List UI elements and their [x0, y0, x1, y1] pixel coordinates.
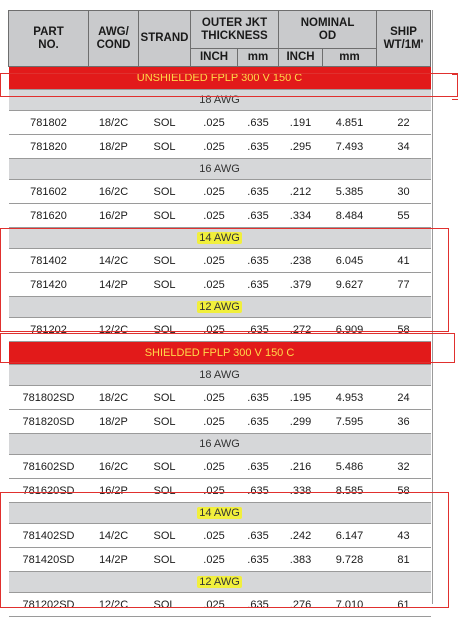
cell-awg-cond: 18/2C [89, 111, 139, 135]
table-row [9, 273, 431, 297]
cell-jkt-inch: .025 [191, 180, 238, 204]
cell-part-no: 781802SD [9, 386, 89, 410]
cell-part-no: 781802 [9, 111, 89, 135]
cell-od-inch: .238 [279, 249, 323, 273]
cell-jkt-mm: .635 [238, 273, 279, 297]
cell-strand: SOL [139, 479, 191, 503]
cell-jkt-inch: .025 [191, 548, 238, 572]
cell-od-mm: 5.486 [323, 455, 377, 479]
cell-od-mm: 5.385 [323, 180, 377, 204]
cell-strand: SOL [139, 548, 191, 572]
cell-jkt-mm: .635 [238, 479, 279, 503]
awg-group-row [9, 434, 431, 455]
cell-ship-wt: 30 [377, 180, 431, 204]
cell-od-inch: .338 [279, 479, 323, 503]
header-part-no: PART NO. [9, 11, 89, 67]
cell-od-mm: 9.728 [323, 548, 377, 572]
cell-awg-cond: 18/2P [89, 410, 139, 434]
awg-group-label: 18 AWG [199, 94, 240, 106]
cable-spec-table-container [8, 10, 430, 617]
table-row [9, 548, 431, 572]
section-header-row [9, 342, 431, 365]
cell-jkt-inch: .025 [191, 111, 238, 135]
table-row [9, 524, 431, 548]
cell-jkt-mm: .635 [238, 524, 279, 548]
awg-group-label: 14 AWG [199, 507, 240, 519]
table-row [9, 111, 431, 135]
awg-group-label: 12 AWG [199, 576, 240, 588]
awg-group-label: 18 AWG [199, 369, 240, 381]
cell-ship-wt: 81 [377, 548, 431, 572]
table-row [9, 318, 431, 342]
cell-ship-wt: 61 [377, 593, 431, 617]
awg-group-label-cell [9, 228, 431, 249]
cell-jkt-inch: .025 [191, 479, 238, 503]
awg-group-row [9, 572, 431, 593]
cell-jkt-inch: .025 [191, 204, 238, 228]
cell-jkt-inch: .025 [191, 135, 238, 159]
cell-awg-cond: 12/2C [89, 318, 139, 342]
cell-strand: SOL [139, 180, 191, 204]
cell-od-inch: .216 [279, 455, 323, 479]
cell-strand: SOL [139, 524, 191, 548]
cell-strand: SOL [139, 593, 191, 617]
cell-part-no: 781402SD [9, 524, 89, 548]
cell-strand: SOL [139, 318, 191, 342]
awg-group-label-cell [9, 572, 431, 593]
awg-group-label-cell [9, 434, 431, 455]
cell-part-no: 781202SD [9, 593, 89, 617]
subheader-jkt-inch: INCH [191, 49, 238, 67]
cell-strand: SOL [139, 111, 191, 135]
cell-awg-cond: 18/2C [89, 386, 139, 410]
cell-od-mm: 8.484 [323, 204, 377, 228]
section-title: UNSHIELDED FPLP 300 V 150 C [9, 67, 431, 90]
cell-jkt-inch: .025 [191, 455, 238, 479]
cell-jkt-mm: .635 [238, 111, 279, 135]
subheader-od-mm: mm [323, 49, 377, 67]
cell-od-inch: .272 [279, 318, 323, 342]
cell-ship-wt: 34 [377, 135, 431, 159]
cell-strand: SOL [139, 386, 191, 410]
cell-od-inch: .191 [279, 111, 323, 135]
cell-awg-cond: 16/2C [89, 180, 139, 204]
cell-od-inch: .276 [279, 593, 323, 617]
cell-od-mm: 9.627 [323, 273, 377, 297]
cell-od-inch: .379 [279, 273, 323, 297]
cell-ship-wt: 36 [377, 410, 431, 434]
awg-group-label-cell [9, 297, 431, 318]
annotation-tick-right [452, 99, 458, 100]
cell-jkt-inch: .025 [191, 410, 238, 434]
table-row [9, 386, 431, 410]
cell-ship-wt: 32 [377, 455, 431, 479]
cell-part-no: 781620SD [9, 479, 89, 503]
cell-ship-wt: 43 [377, 524, 431, 548]
cell-jkt-inch: .025 [191, 593, 238, 617]
cell-od-inch: .295 [279, 135, 323, 159]
cell-ship-wt: 22 [377, 111, 431, 135]
cell-ship-wt: 24 [377, 386, 431, 410]
table-row [9, 135, 431, 159]
awg-group-row [9, 90, 431, 111]
cell-part-no: 781620 [9, 204, 89, 228]
cell-jkt-mm: .635 [238, 386, 279, 410]
cell-jkt-mm: .635 [238, 318, 279, 342]
table-header [9, 11, 431, 67]
annotation-tick-right [452, 74, 458, 75]
table-row [9, 410, 431, 434]
cell-awg-cond: 14/2C [89, 249, 139, 273]
cell-jkt-inch: .025 [191, 273, 238, 297]
cell-od-mm: 6.909 [323, 318, 377, 342]
awg-group-label: 16 AWG [199, 163, 240, 175]
cell-od-mm: 7.010 [323, 593, 377, 617]
cell-od-inch: .383 [279, 548, 323, 572]
cell-od-mm: 7.493 [323, 135, 377, 159]
header-awg-cond: AWG/ COND [89, 11, 139, 67]
cell-part-no: 781820SD [9, 410, 89, 434]
cell-od-mm: 6.147 [323, 524, 377, 548]
cell-part-no: 781420SD [9, 548, 89, 572]
awg-group-label: 14 AWG [199, 232, 240, 244]
subheader-jkt-mm: mm [238, 49, 279, 67]
awg-group-label-cell [9, 503, 431, 524]
cell-od-mm: 7.595 [323, 410, 377, 434]
cell-od-inch: .195 [279, 386, 323, 410]
cell-strand: SOL [139, 410, 191, 434]
awg-group-label-cell [9, 365, 431, 386]
cell-strand: SOL [139, 135, 191, 159]
table-row [9, 180, 431, 204]
cell-od-mm: 6.045 [323, 249, 377, 273]
cell-part-no: 781420 [9, 273, 89, 297]
cell-jkt-mm: .635 [238, 249, 279, 273]
cable-spec-table [8, 10, 431, 617]
table-body [9, 67, 431, 617]
cell-jkt-mm: .635 [238, 593, 279, 617]
awg-group-label-cell [9, 159, 431, 180]
cell-jkt-mm: .635 [238, 548, 279, 572]
cell-od-mm: 8.585 [323, 479, 377, 503]
cell-ship-wt: 41 [377, 249, 431, 273]
cell-jkt-mm: .635 [238, 410, 279, 434]
cell-jkt-inch: .025 [191, 524, 238, 548]
cell-part-no: 781402 [9, 249, 89, 273]
cell-strand: SOL [139, 204, 191, 228]
cell-od-mm: 4.851 [323, 111, 377, 135]
cell-ship-wt: 77 [377, 273, 431, 297]
cell-od-inch: .242 [279, 524, 323, 548]
cell-awg-cond: 14/2C [89, 524, 139, 548]
awg-group-label: 16 AWG [199, 438, 240, 450]
header-nominal-od: NOMINAL OD [279, 11, 377, 49]
cell-awg-cond: 18/2P [89, 135, 139, 159]
table-row [9, 479, 431, 503]
cell-jkt-mm: .635 [238, 180, 279, 204]
table-row [9, 249, 431, 273]
cell-jkt-mm: .635 [238, 204, 279, 228]
cell-part-no: 781602 [9, 180, 89, 204]
cell-awg-cond: 14/2P [89, 548, 139, 572]
table-row [9, 593, 431, 617]
cell-strand: SOL [139, 455, 191, 479]
cell-part-no: 781202 [9, 318, 89, 342]
subheader-od-inch: INCH [279, 49, 323, 67]
cell-jkt-inch: .025 [191, 318, 238, 342]
header-strand: STRAND [139, 11, 191, 67]
section-header-row [9, 67, 431, 90]
cell-awg-cond: 12/2C [89, 593, 139, 617]
section-title: SHIELDED FPLP 300 V 150 C [9, 342, 431, 365]
page-divider-line [432, 10, 433, 604]
cell-part-no: 781602SD [9, 455, 89, 479]
awg-group-label: 12 AWG [199, 301, 240, 313]
cell-od-mm: 4.953 [323, 386, 377, 410]
awg-group-row [9, 503, 431, 524]
header-outer-jkt-thickness: OUTER JKT THICKNESS [191, 11, 279, 49]
cell-jkt-inch: .025 [191, 249, 238, 273]
table-row [9, 204, 431, 228]
cell-part-no: 781820 [9, 135, 89, 159]
table-row [9, 455, 431, 479]
cell-strand: SOL [139, 273, 191, 297]
cell-ship-wt: 58 [377, 318, 431, 342]
cell-jkt-inch: .025 [191, 386, 238, 410]
awg-group-row [9, 228, 431, 249]
awg-group-row [9, 365, 431, 386]
awg-group-label-cell [9, 90, 431, 111]
cell-ship-wt: 58 [377, 479, 431, 503]
cell-jkt-mm: .635 [238, 135, 279, 159]
cell-awg-cond: 16/2P [89, 204, 139, 228]
cell-strand: SOL [139, 249, 191, 273]
cell-ship-wt: 55 [377, 204, 431, 228]
cell-jkt-mm: .635 [238, 455, 279, 479]
cell-od-inch: .299 [279, 410, 323, 434]
cell-od-inch: .334 [279, 204, 323, 228]
cell-awg-cond: 14/2P [89, 273, 139, 297]
awg-group-row [9, 159, 431, 180]
cell-od-inch: .212 [279, 180, 323, 204]
cell-awg-cond: 16/2P [89, 479, 139, 503]
header-ship-wt: SHIP WT/1M' [377, 11, 431, 67]
cell-awg-cond: 16/2C [89, 455, 139, 479]
awg-group-row [9, 297, 431, 318]
